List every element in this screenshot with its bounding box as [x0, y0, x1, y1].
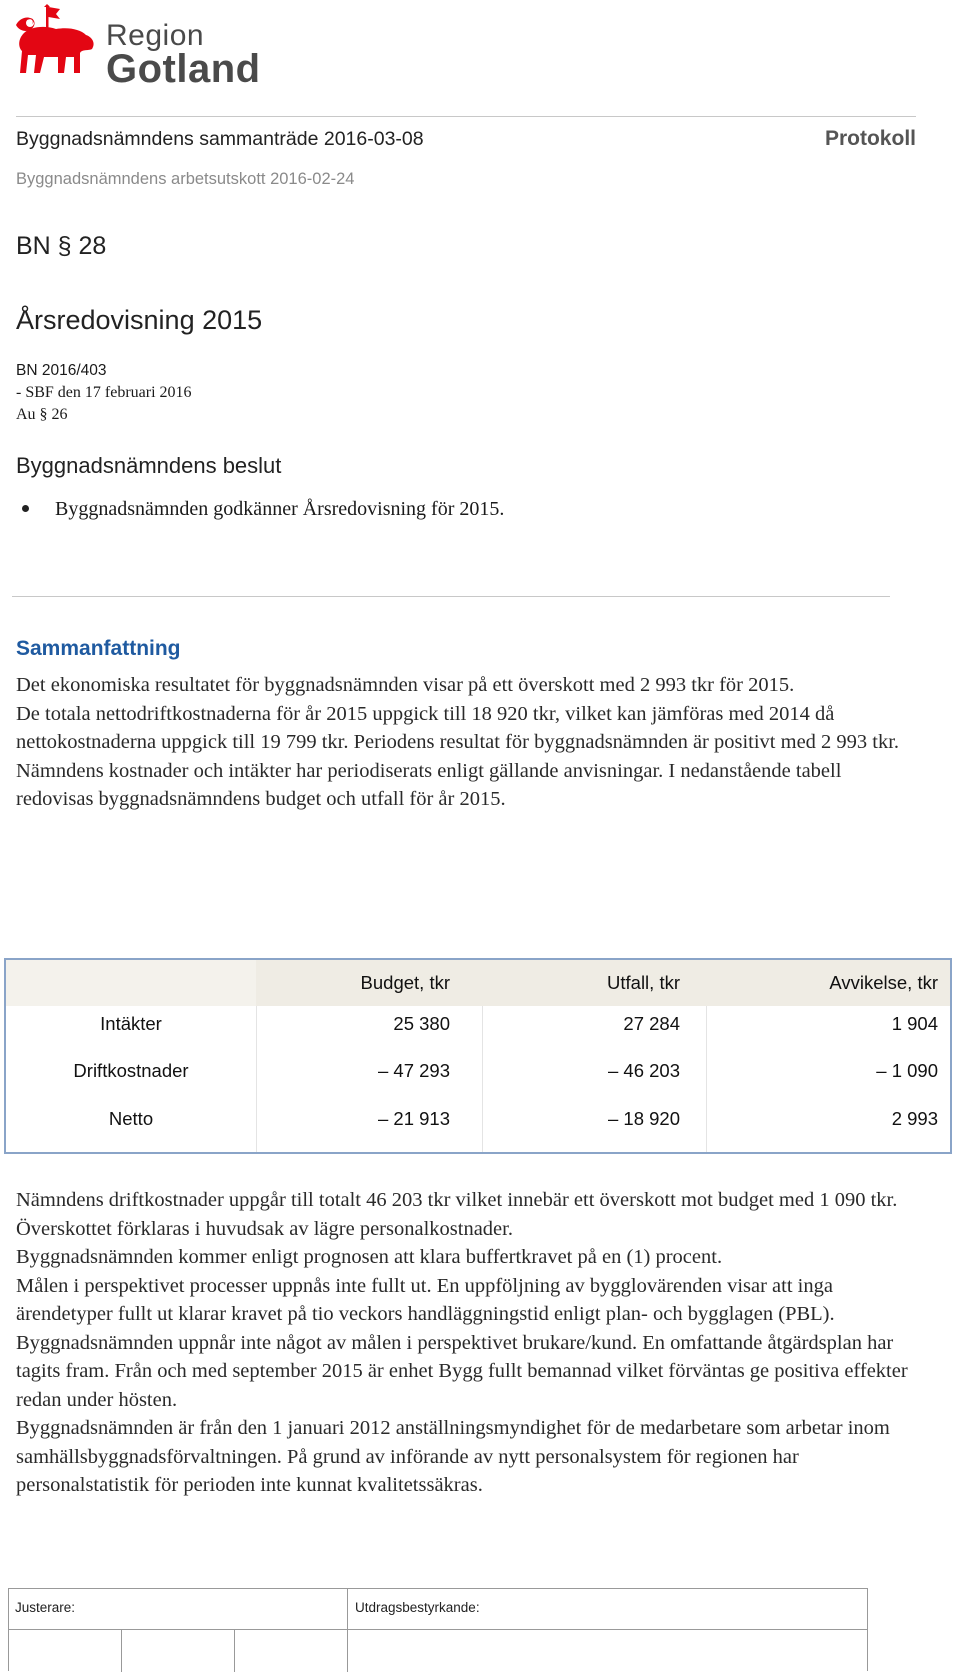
logo-text-region: Region	[106, 19, 205, 52]
document-type: Protokoll	[824, 127, 916, 150]
signature-cell-divider	[234, 1629, 235, 1672]
cell-avvikelse: 2 993	[891, 1108, 938, 1129]
cell-budget: 25 380	[393, 1013, 450, 1034]
body-paragraph: Byggnadsnämnden kommer enligt prognosen att klara buffertkravet på en (1) procent.	[16, 1246, 723, 1268]
bullet-icon	[22, 505, 29, 512]
ram-emblem-icon	[16, 3, 100, 85]
summary-heading: Sammanfattning	[16, 637, 181, 660]
column-header-budget: Budget, tkr	[360, 972, 450, 993]
justerare-label: Justerare:	[15, 1600, 76, 1615]
region-gotland-logo	[16, 3, 261, 91]
decision-text: Byggnadsnämnden godkänner Årsredovisning för 2015.	[55, 498, 505, 520]
header-divider	[16, 116, 916, 117]
cell-utfall: – 18 920	[607, 1108, 680, 1129]
logo-wordmark	[106, 21, 261, 89]
signature-row-line	[347, 1629, 867, 1630]
column-divider	[256, 1006, 257, 1152]
cell-avvikelse: 1 904	[891, 1013, 938, 1034]
column-divider	[482, 1006, 483, 1152]
body-paragraph: Nämndens driftkostnader uppgår till totalt 46 203 tkr vilket innebär ett överskott mot budget med 1 090 tkr. Överskottet förklaras i huvudsak av lägre personalkostnader.	[16, 1189, 898, 1240]
row-label-netto: Netto	[108, 1108, 154, 1129]
column-divider	[706, 1006, 707, 1152]
meeting-title: Byggnadsnämndens sammanträde 2016-03-08	[16, 128, 424, 150]
logo-text-gotland: Gotland	[106, 47, 261, 91]
section-divider	[12, 596, 890, 597]
signature-box	[8, 1588, 868, 1671]
utdragsbestyrkande-label: Utdragsbestyrkande:	[355, 1600, 480, 1615]
decision-heading: Byggnadsnämndens beslut	[16, 453, 282, 478]
summary-text	[16, 671, 916, 814]
decision-item	[16, 498, 504, 521]
table-header-corner	[6, 960, 256, 1006]
cell-utfall: – 46 203	[607, 1060, 680, 1081]
references	[16, 360, 192, 426]
body-text	[16, 1186, 926, 1500]
reference-sbf: - SBF den 17 februari 2016	[16, 384, 192, 401]
column-header-avvikelse: Avvikelse, tkr	[829, 972, 938, 993]
summary-paragraph: Det ekonomiska resultatet för byggnadsnämnden visar på ett överskott med 2 993 tkr för 2015.	[16, 674, 795, 696]
paragraph-number: BN § 28	[16, 232, 107, 260]
budget-table	[4, 958, 952, 1154]
body-paragraph: Byggnadsnämnden uppnår inte något av målen i perspektivet brukare/kund. En omfattande åtgärdsplan har tagits fram. Från och med september 2015 är enhet Bygg fullt bemannad vilket förväntas ge positiva effekter redan under hösten.	[16, 1331, 908, 1411]
signature-cell-divider	[121, 1629, 122, 1672]
case-number: BN 2016/403	[16, 362, 107, 379]
row-label-intakter: Intäkter	[100, 1013, 162, 1034]
row-label-driftkostnader: Driftkostnader	[73, 1060, 189, 1081]
page-title: Årsredovisning 2015	[16, 305, 263, 335]
reference-au: Au § 26	[16, 406, 68, 423]
body-paragraph: Byggnadsnämnden är från den 1 januari 2012 anställningsmyndighet för de medarbetare som arbetar inom samhällsbyggnadsförvaltningen. På grund av införande av nytt personalsystem för regionen har personalstatistik för perioden inte kunnat kvalitetssäkras.	[16, 1417, 890, 1496]
cell-utfall: 27 284	[623, 1013, 680, 1034]
signature-row-line	[9, 1629, 347, 1630]
body-paragraph: Målen i perspektivet processer uppnås inte fullt ut. En uppföljning av bygglovärenden visar att inga ärendetyper fullt ut klarar kravet på tio veckors handläggningstid enligt plan- och bygglagen (PBL).	[16, 1274, 835, 1325]
column-header-utfall: Utfall, tkr	[607, 972, 680, 993]
signature-divider	[347, 1589, 348, 1672]
cell-budget: – 21 913	[377, 1108, 450, 1129]
cell-budget: – 47 293	[377, 1060, 450, 1081]
committee-meeting: Byggnadsnämndens arbetsutskott 2016-02-24	[16, 170, 355, 188]
summary-paragraph: De totala nettodriftkostnaderna för år 2015 uppgick till 18 920 tkr, vilket kan jämföras med 2014 då nettokostnaderna uppgick till 19 799 tkr. Periodens resultat för byggnadsnämnden är positivt med 2 993 tkr. Nämndens kostnader och intäkter har periodiserats enligt gällande anvisningar. I nedanstående tabell redovisas byggnadsnämndens budget och utfall för år 2015.	[16, 702, 900, 810]
cell-avvikelse: – 1 090	[876, 1060, 938, 1081]
